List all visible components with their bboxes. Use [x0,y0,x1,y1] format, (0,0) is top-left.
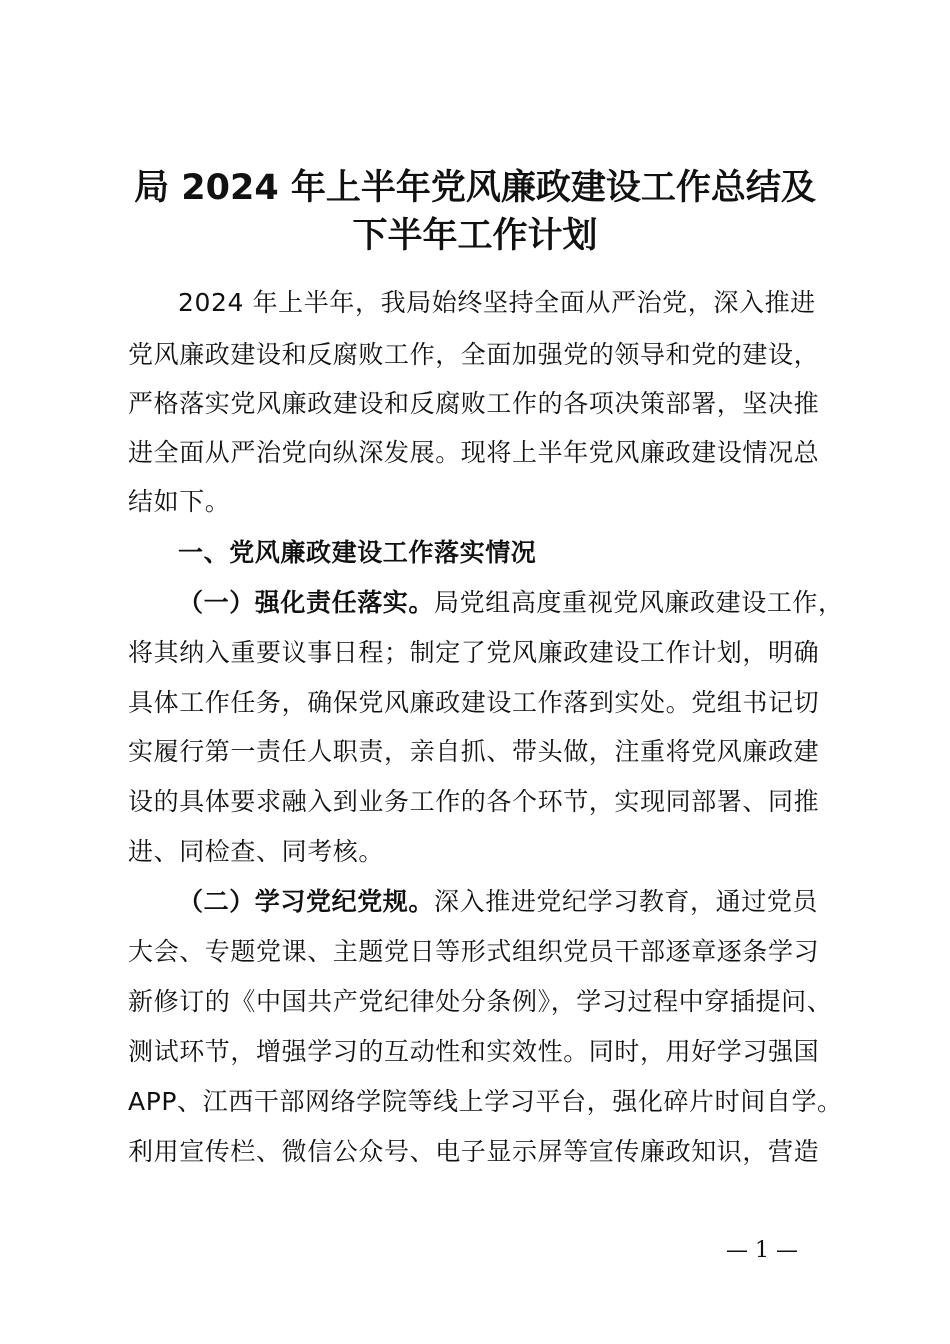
item-2-line-4: 测试环节，增强学习的互动性和实效性。同时，用好学习强国 [128,1037,820,1066]
item-1-first-line [178,588,858,618]
item-2-first-text: 深入推进党纪学习教育，通过党员 [434,887,819,916]
intro-line-2: 党风廉政建设和反腐败工作，全面加强党的领导和党的建设， [128,340,820,369]
item-1-line-2: 将其纳入重要议事日程；制定了党风廉政建设工作计划，明确 [128,638,820,667]
item-2-heading: （二）学习党纪党规。 [178,887,435,916]
item-2-line-2: 大会、专题党课、主题党日等形式组织党员干部逐章逐条学习 [128,937,820,966]
section-1-heading: 一、党风廉政建设工作落实情况 [178,538,537,567]
intro-line-3: 严格落实党风廉政建设和反腐败工作的各项决策部署，坚决推 [128,389,820,418]
item-1-first-text: 局党组高度重视党风廉政建设工作， [434,588,844,617]
intro-line-5: 结如下。 [128,487,231,516]
item-1-line-6: 进、同检查、同考核。 [128,837,385,866]
intro-line-1: 2024 年上半年，我局始终坚持全面从严治党，深入推进 [178,288,816,317]
item-1-line-5: 设的具体要求融入到业务工作的各个环节，实现同部署、同推 [128,787,820,816]
document-title-line-1: 局 2024 年上半年党风廉政建设工作总结及 [134,168,816,208]
item-2-line-6: 利用宣传栏、微信公众号、电子显示屏等宣传廉政知识，营造 [128,1137,820,1166]
item-2-first-line [178,887,833,917]
item-1-line-4: 实履行第一责任人职责，亲自抓、带头做，注重将党风廉政建 [128,737,820,766]
item-1-line-3: 具体工作任务，确保党风廉政建设工作落到实处。党组书记切 [128,688,820,717]
item-1-heading: （一）强化责任落实。 [178,588,435,617]
page-number: — 1 — [726,1238,798,1263]
intro-line-4: 进全面从严治党向纵深发展。现将上半年党风廉政建设情况总 [128,438,820,467]
item-2-line-5: APP、江西干部网络学院等线上学习平台，强化碎片时间自学。 [128,1087,843,1116]
item-2-line-3: 新修订的《中国共产党纪律处分条例》，学习过程中穿插提问、 [128,987,833,1016]
document-title-line-2: 下半年工作计划 [352,216,598,256]
